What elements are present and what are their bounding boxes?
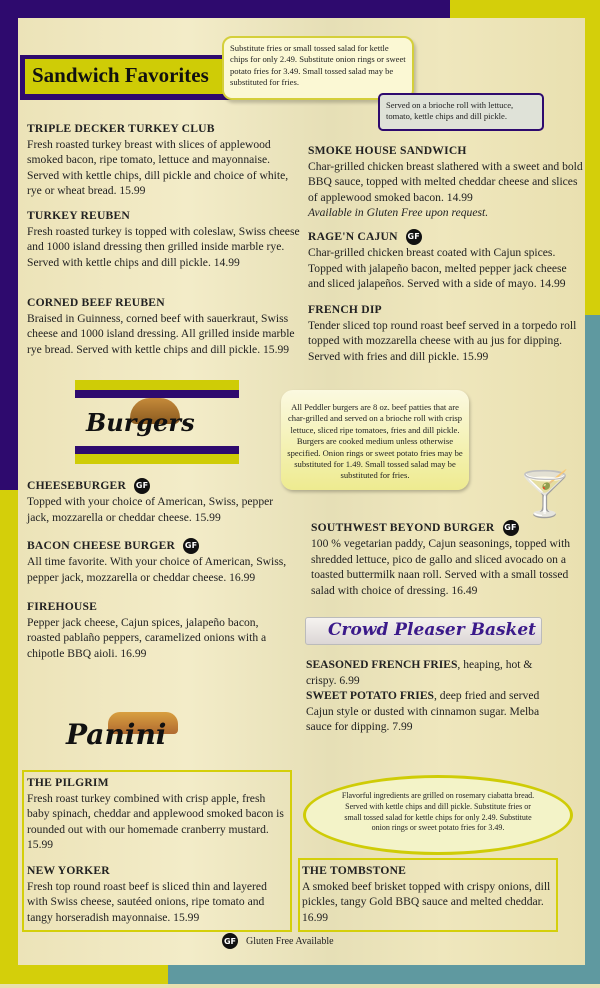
item-name: SMOKE HOUSE SANDWICH (308, 144, 467, 157)
item-desc: Pepper jack cheese, Cajun spices, jalapeño bacon, roasted pablaño peppers, caramelized onions with a chipotle BBQ aioli. 16.99 (27, 615, 267, 660)
item-desc: Braised in Guinness, corned beef with sauerkraut, Swiss cheese and 1000 island dressing. All grilled inside marble rye bread. Served with kettle chips and dill pickle. 15.99 (27, 311, 295, 356)
note-brioche: Served on a brioche roll with lettuce, tomato, kettle chips and dill pickle. (378, 93, 544, 131)
menu-item (27, 478, 297, 525)
item-name: SOUTHWEST BEYOND BURGER (311, 521, 495, 535)
burgers-bar (75, 380, 239, 390)
item-note: Available in Gluten Free upon request. (308, 206, 489, 220)
gluten-free-icon: GF (503, 520, 519, 536)
note-sandwich-substitutions: Substitute fries or small tossed salad for kettle chips for only 2.49. Substitute onion rings or sweet potato fries for 3.49. Small tossed salad may be substituted for fries. (222, 36, 414, 100)
item-name: BACON CHEESE BURGER (27, 539, 176, 553)
burgers-bar (75, 454, 239, 464)
menu-item (306, 657, 546, 735)
item-name: TRIPLE DECKER TURKEY CLUB (27, 122, 215, 135)
menu-item (27, 295, 302, 357)
item-desc: Topped with your choice of American, Swiss, pepper jack, mozzarella or cheddar cheese. 15.99 (27, 495, 274, 524)
frame-teal-right (585, 315, 600, 988)
gluten-free-legend (222, 933, 334, 949)
menu-item (302, 863, 556, 925)
gluten-free-icon: GF (406, 229, 422, 245)
item-name: THE PILGRIM (27, 776, 109, 789)
frame-purple-left (0, 0, 18, 490)
item-desc: A smoked beef brisket topped with crispy onions, dill pickles, tangy Gold BBQ sauce and melted cheddar. 16.99 (302, 879, 551, 924)
item-name: RAGE'N CAJUN (308, 230, 398, 244)
menu-item (308, 229, 583, 292)
cocktail-glass-icon: 🍸 (517, 470, 573, 519)
menu-item (27, 599, 287, 661)
item-name: TURKEY REUBEN (27, 209, 130, 222)
menu-item (27, 863, 289, 925)
section-title-sandwich: Sandwich Favorites (32, 63, 209, 87)
item-desc: Tender sliced top round roast beef served in a torpedo roll topped with mozzarella cheese with au jus for dipping. Served with fries and dill pickle. 15.99 (308, 318, 577, 363)
item-desc: , heaping, hot & crispy. 6.99 (306, 658, 533, 687)
gluten-free-icon: GF (134, 478, 150, 494)
section-title-panini: Panini (66, 718, 167, 751)
frame-bottom-cream (0, 984, 600, 988)
menu-item (27, 208, 302, 270)
item-name: SEASONED FRENCH FRIES (306, 658, 458, 671)
item-desc: Fresh roasted turkey breast with slices of applewood smoked bacon, ripe tomato, lettuce and mayonnaise. Served with kettle chips, dill pickle and choice of white, rye or wheat bread. 15.99 (27, 137, 289, 198)
item-desc: All time favorite. With your choice of American, Swiss, pepper jack, mozzarella or cheddar cheese. 16.99 (27, 555, 287, 584)
item-desc: Char-grilled chicken breast slathered with a sweet and bold BBQ sauce, topped with melted cheddar cheese and slices of applewood smoked bacon. 14.99 (308, 159, 583, 204)
item-name: CORNED BEEF REUBEN (27, 296, 165, 309)
menu-item (27, 538, 302, 585)
item-desc: Fresh roast turkey combined with crisp apple, fresh baby spinach, cheddar and applewood smoked bacon is rounded out with our homemade cranberry mustard. 15.99 (27, 791, 284, 852)
item-desc: Fresh roasted turkey is topped with coleslaw, Swiss cheese and 1000 island dressing then grilled inside marble rye. Served with kettle chips and dill pickle. 14.99 (27, 224, 300, 269)
section-title-basket: Crowd Pleaser Basket (328, 620, 537, 640)
item-name: FIREHOUSE (27, 600, 98, 613)
item-name: CHEESEBURGER (27, 479, 127, 493)
menu-item (27, 775, 289, 853)
item-name: FRENCH DIP (308, 303, 382, 316)
item-desc: , deep fried and served Cajun style or dusted with cinnamon sugar. Melba sauce for dipping. 7.99 (306, 689, 540, 734)
menu-item (308, 143, 583, 221)
gluten-free-label: Gluten Free Available (246, 935, 334, 947)
gluten-free-icon: GF (183, 538, 199, 554)
note-burgers: All Peddler burgers are 8 oz. beef patties that are char-grilled and served on a brioche roll with crisp lettuce, sliced ripe tomatoes, fries and dill pickle. Burgers are cooked medium unless otherwise specified. Onion rings or sweet potato fries may be substituted for 1.49. Small tossed salad may be substituted for fries. (281, 390, 469, 490)
burgers-bar (75, 390, 239, 398)
item-name: THE TOMBSTONE (302, 864, 407, 877)
menu-item (311, 520, 581, 598)
frame-purple-top2 (0, 0, 350, 14)
burgers-bar (75, 446, 239, 454)
note-panini: Flavorful ingredients are grilled on rosemary ciabatta bread. Served with kettle chips and dill pickle. Substitute fries or small tossed salad for kettle chips for only 2.49. Substitute onion rings or sweet potato fries for 3.49. (303, 775, 573, 855)
gluten-free-icon: GF (222, 933, 238, 949)
item-desc: 100 % vegetarian paddy, Cajun seasonings, topped with shredded lettuce, pico de gallo and sliced avocado on a toasted buttermilk naan roll. Served with a small tossed salad with choice of dressing. 16.49 (311, 537, 571, 597)
item-name: NEW YORKER (27, 864, 110, 877)
item-desc: Char-grilled chicken breast coated with Cajun spices. Topped with jalapeño bacon, melted pepper jack cheese and sliced jalapeños. Served with a side of mayo. 14.99 (308, 246, 567, 291)
section-title-burgers: Burgers (86, 408, 195, 437)
item-desc: Fresh top round roast beef is sliced thin and layered with Swiss cheese, sautéed onions, ripe tomato and tangy horseradish mayonnaise. 15.99 (27, 879, 267, 924)
menu-item (27, 121, 302, 199)
item-name: SWEET POTATO FRIES (306, 689, 434, 703)
menu-item (308, 302, 578, 364)
